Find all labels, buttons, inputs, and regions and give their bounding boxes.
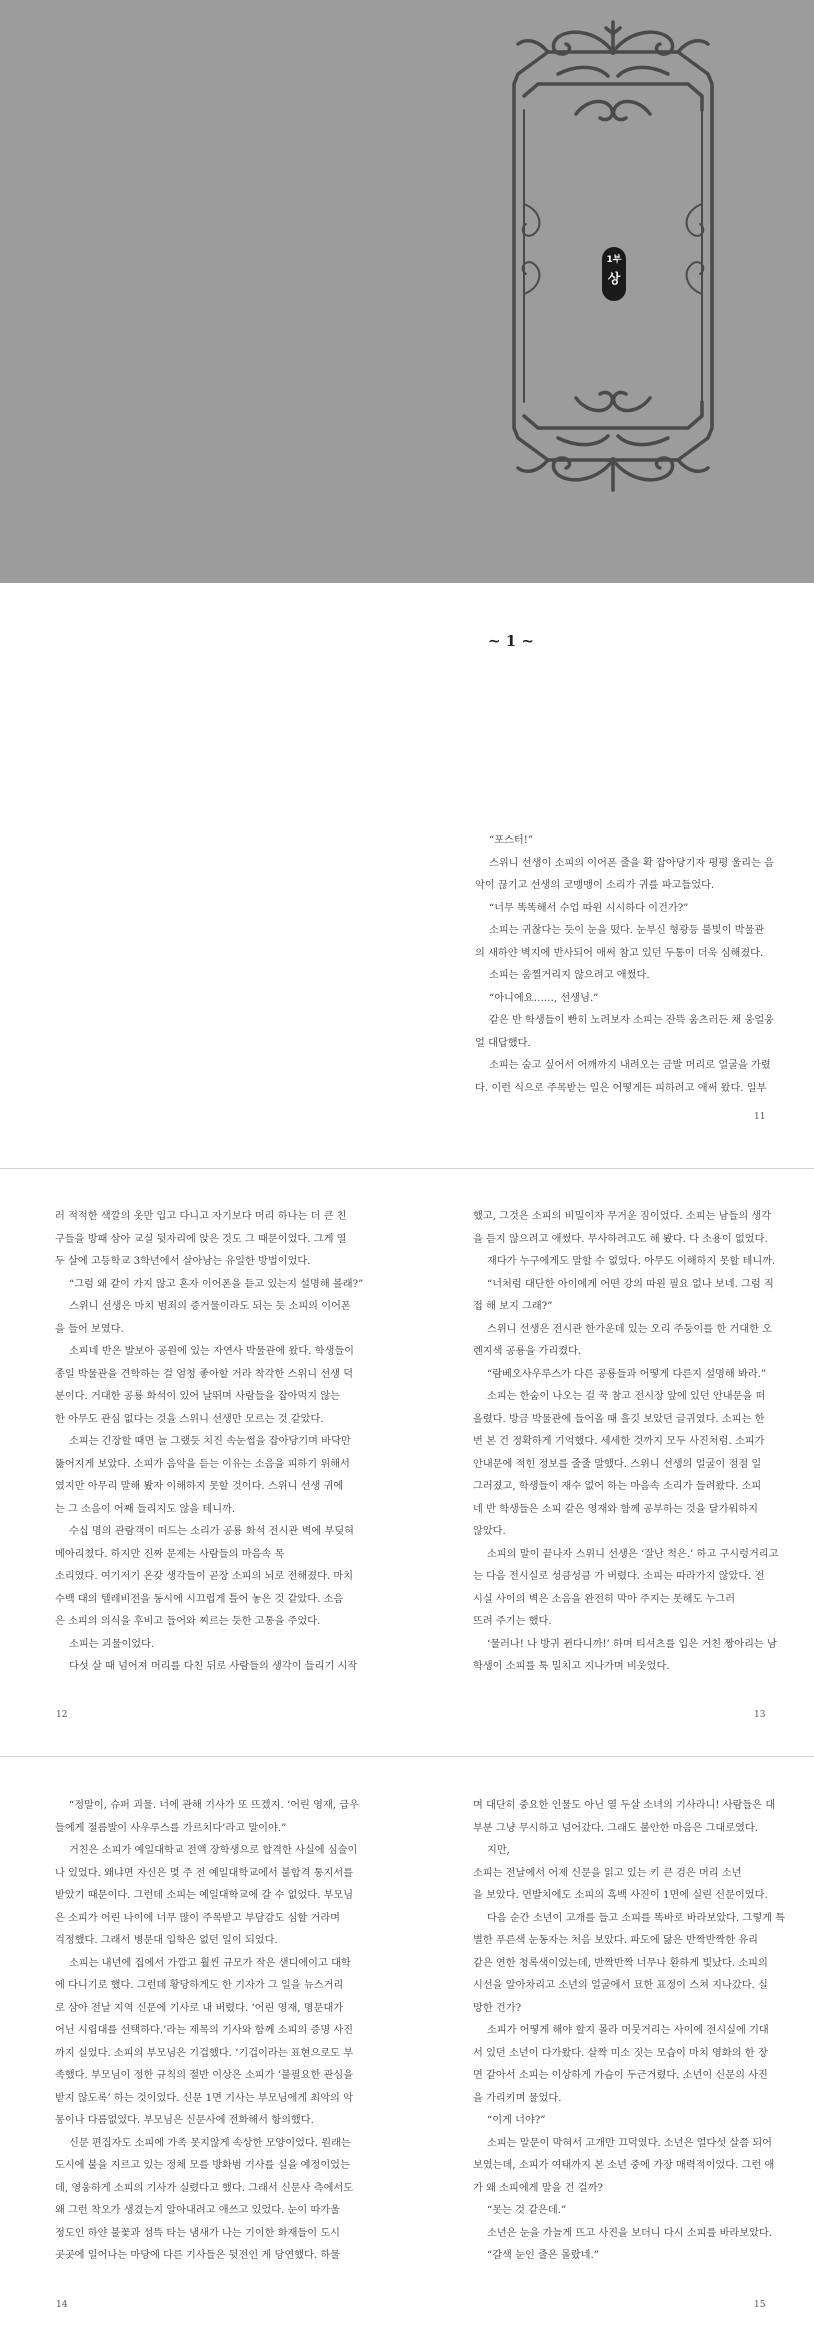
text-line: 소피는 긴장할 때면 늘 그랬듯 치진 속눈썹을 잡아당기며 바닥만 [69,1436,351,1447]
page-number: 14 [56,2300,68,2310]
text-line: 뜨려 주기는 했다. [473,1616,552,1627]
text-line: 면 같아서 소피는 이상하게 가슴이 두근거렸다. 소년이 신문의 사진 [473,2070,768,2081]
text-line: 에 다니기로 했다. 그런데 황당하게도 한 기자가 그 일을 뉴스거리 [55,1980,344,1991]
text-line: 도시에 불을 지르고 있는 정체 모를 방화범 기사를 실을 예정이었는 [55,2160,350,2171]
text-line: 다섯 살 때 넘어져 머리를 다친 뒤로 사람들의 생각이 들리기 시작 [69,1661,358,1672]
text-line: “못는 것 같은데.” [487,2205,567,2216]
text-line: 소피의 말이 끝나자 스위니 선생은 ‘잘난 척은.’ 하고 구시렁거리고 [487,1548,779,1560]
text-line: 메아리쳤다. 하지만 진짜 문제는 사람들의 마음속 목 [55,1548,285,1560]
text-line: 시실 사이의 벽은 소음을 완전히 막아 주지는 못해도 누그러 [473,1593,736,1605]
text-line: 두 살에 고등학교 3학년에서 살아남는 유일한 방법이었다. [55,1256,311,1267]
part-badge [602,247,626,301]
text-line: 소피네 반은 발보아 공원에 있는 자연사 박물관에 왔다. 학생들이 [69,1346,355,1357]
page-number: 11 [754,1112,766,1122]
text-line: 은 소피가 어린 나이에 너무 많이 주목받고 부담감도 심할 거라며 [55,1912,341,1924]
text-line: 소년은 눈을 가늘게 뜨고 사진을 보더니 다시 소피를 바라보았다. [487,2227,773,2239]
text-line: 신문 편집자도 소피에 가족 못지않게 속상한 모양이었다. 원래는 [69,2137,351,2149]
text-line: 소피는 괴물이었다. [69,1638,155,1650]
text-line: 렌지색 공룡을 가리켰다. [473,1346,582,1357]
text-line: 을 듣지 않으려고 애썼다. 무사하려고도 해 봤다. 다 소용이 없었다. [473,1233,768,1245]
text-line: 족했다. 부모님이 정한 규칙의 절반 이상은 소피가 ‘불필요한 관심을 [55,2070,354,2081]
text-line: 가 왜 소피에게 말을 건 걸까? [473,2182,603,2194]
text-line: 소피는 전날에서 어제 신문을 읽고 있는 키 큰 검은 머리 소년 [473,1867,742,1879]
part-title: 상 [607,272,621,287]
text-line: 얼 대답했다. [475,1037,531,1049]
text-line: 수십 명의 관람객이 떠드는 소리가 공룡 화석 전시관 벽에 부딪혀 [69,1526,355,1537]
text-line: “람베오사우루스가 다른 공룡들과 어떻게 다른지 설명해 봐라.” [487,1368,767,1380]
page-divider [0,1756,814,1757]
text-line: 왜 그런 착오가 생겼는지 알아내려고 애쓰고 있었다. 눈이 따가울 [55,2205,341,2216]
page-11-text [475,830,773,1100]
text-line: 걱정했다. 그래서 병문대 입학은 없던 일이 되었다. [55,1935,278,1946]
text-line: 을 보았다. 먼발치에도 소피의 흑백 사진이 1면에 실린 신문이었다. [473,1890,768,1901]
text-line: 로 삼아 전날 지역 신문에 기사로 내 버렸다. ‘어린 영재, 명문대가 [55,2002,344,2014]
page-number: 15 [754,2300,766,2310]
text-line: 소피는 말문이 막혀서 고개만 끄덕였다. 소년은 얼다섯 살쯤 되어 [487,2137,773,2149]
text-line: 거친은 소피가 예일대학교 전액 장학생으로 합격한 사실에 심술이 [69,1845,358,1856]
text-line: 스위니 선생은 전시관 한가운데 있는 오리 주둥이를 한 거대한 오 [487,1323,773,1335]
text-line: 안내문에 적힌 정보를 줄줄 말했다. 스위니 선생의 얼굴이 점점 일 [473,1458,762,1470]
part-number: 1부 [606,255,622,265]
text-line: 다. 이런 식으로 주목받는 일은 어떻게든 피하려고 애써 왔다. 일부 [475,1082,767,1094]
text-line: 며 대단히 중요한 인물도 아닌 열 두살 소녀의 기사라니! 사람들은 대 [473,1800,776,1811]
text-line: 한 아무도 관심 없다는 것을 스위니 선생만 모르는 것 같았다. [55,1413,324,1425]
text-line: “아니에요……, 선생님.” [489,992,599,1004]
page-number: 12 [56,1710,68,1720]
text-line: 어닌 시립대를 선택하다.’라는 제목의 기사와 함께 소피의 증명 사진 [55,2025,354,2036]
chapter-heading: ~ 1 ~ [487,632,535,650]
text-line: 분이다. 거대한 공룡 화석이 있어 날뛰며 사람들을 잡아먹지 않는 [55,1391,341,1402]
text-line: 의 새하얀 벽지에 반사되어 애써 참고 있던 두통이 더욱 심해졌다. [475,947,764,959]
text-line: 소리였다. 여기저기 온갖 생각들이 곧장 소피의 뇌로 전해졌다. 마치 [55,1571,354,1582]
page-number: 13 [754,1710,766,1720]
text-line: 스위니 선생이 소피의 이어폰 줄을 확 잡아당기자 평평 울리는 음 [489,857,775,869]
text-line: 곳곳에 일어나는 마당에 다른 기사들은 뒷전인 게 당연했다. 하물 [55,2250,341,2261]
text-line: 는 다음 전시실로 성큼성큼 가 버렸다. 소피는 따라가지 않았다. 전 [473,1571,765,1582]
page-14-text [55,1795,359,2268]
text-line: 스위니 선생은 마치 범죄의 증거물이라도 되는 듯 소피의 이어폰 [69,1301,351,1312]
text-line: 서 있던 소년이 다가왔다. 살짝 미소 짓는 모습이 마치 영화의 한 장 [473,2047,768,2059]
text-line: 받았기 때문이다. 그런데 소피는 예일대학교에 갈 수 없었다. 부모님 [55,1890,354,1901]
text-line: 소피는 한숨이 나오는 걸 꾹 참고 전시장 앞에 있던 안내문을 떠 [487,1391,766,1402]
text-line: 네 반 학생들은 소피 같은 영재와 함께 공부하는 것을 달가워하지 [473,1503,759,1515]
text-line: 는 그 소음이 어째 들리지도 않을 테니까. [55,1503,236,1515]
text-line: “그럼 왜 같이 가지 않고 혼자 이어폰을 듣고 있는지 설명해 볼래?” [69,1278,364,1290]
text-line: 받지 않도록’ 하는 것이었다. 신문 1면 기사는 부모님에게 최악의 악 [55,2092,353,2104]
text-line: 정도인 하얀 불꽃과 섬뜩 타는 냄새가 나는 기이한 화재들이 도시 [55,2227,341,2239]
text-line: 올렸다. 방금 박물관에 들어올 때 흘깃 보았던 글귀였다. 소피는 한 [473,1413,765,1425]
text-line: 같은 반 학생들이 빤히 노려보자 소피는 잔뜩 움츠러든 채 웅얼웅 [489,1015,775,1026]
text-line: 은 소피의 의식을 후비고 들어와 찌르는 듯한 고통을 주었다. [55,1616,321,1627]
page-13-text [473,1206,779,1679]
text-line: 구들을 방패 삼아 교실 뒷자리에 앉은 것도 그 때문이었다. 그게 열 [55,1233,347,1245]
text-line: 였지만 아무리 말해 봤자 이해하지 못할 것이다. 스위니 선생 귀에 [55,1481,344,1492]
text-line: 다음 순간 소년이 고개를 들고 소피를 똑바로 바라보았다. 그렇게 특 [487,1912,786,1924]
text-line: 시선을 알아차리고 소년의 얼굴에서 묘한 표정이 스쳐 지나갔다. 실 [473,1980,768,1991]
text-line: 재다가 누구에게도 말할 수 없었다. 아무도 이해하지 못할 테니까. [487,1256,776,1267]
text-line: “정말이, 슈퍼 괴물. 너에 관해 기사가 또 뜨겠지. ‘어린 영재, 급우 [69,1800,359,1811]
text-line: “너처럼 대단한 아이에게 어떤 강의 따윈 필요 없나 보네. 그럼 직 [487,1278,774,1290]
text-line: 수백 대의 텔레비전을 동시에 시끄럽게 틀어 놓은 것 같았다. 소음 [55,1593,344,1605]
text-line: 몽이나 다름없었다. 부모님은 신문사에 전화해서 항의했다. [55,2115,314,2126]
text-line: “너무 똑똑해서 수업 따윈 시시하다 이건가?” [489,902,689,914]
text-line: 악이 끊기고 선생의 코맹맹이 소리가 귀를 파고들었다. [475,880,715,891]
text-line: 지만, [487,1845,510,1856]
text-line: 나 있었다. 왜냐면 자신은 몇 주 전 예일대학교에서 불합격 통지서를 [55,1867,354,1879]
text-line: 을 가리키며 물었다. [473,2092,562,2104]
text-line: 을 들어 보였다. [55,1323,124,1335]
page-divider [0,1168,814,1169]
cover-page [0,0,814,583]
text-line: 않았다. [473,1526,506,1537]
text-line: “이게 너야?” [487,2115,546,2126]
text-line: 러 적적한 색깔의 옷만 입고 다니고 자기보다 머리 하나는 더 큰 친 [55,1211,347,1222]
text-line: “포스터!” [489,835,534,846]
page-12-text [55,1206,364,1679]
text-line: 그러졌고, 학생들이 재수 없어 하는 마음속 소리가 들려왔다. 소피 [473,1481,762,1492]
text-line: 같은 연한 청록색이었는데, 반짝반짝 너무나 환하게 빛났다. 소피의 [473,1957,768,1969]
text-line: 별한 푸른색 눈동자는 처음 보았다. 파도에 닳은 반짝반짝한 유리 [473,1935,759,1946]
text-line: 까지 실었다. 소피의 부모님은 기겁했다. ‘기겁이라는 표현으로도 부 [55,2047,354,2059]
text-line: 보였는데, 소피가 여태까지 본 소년 중에 가장 매력적이었다. 그런 애 [473,2160,775,2171]
text-line: 데, 영웅하게 소피의 기사가 실렸다고 했다. 그래서 신문사 측에서도 [55,2182,354,2194]
text-line: 접 해 보지 그래?” [473,1301,553,1312]
text-line: 소피가 어떻게 해야 할지 몰라 머뭇거리는 사이에 전시실에 기대 [487,2025,769,2036]
text-line: 번 본 건 정확하게 기억했다. 세세한 것까지 모두 사진처럼. 소피가 [473,1436,765,1447]
text-line: 소피는 움찔거리지 않으려고 애썼다. [489,970,650,981]
text-line: 종일 박물관을 견학하는 걸 엄청 좋아할 거라 착각한 스위니 선생 덕 [55,1368,354,1380]
page-15-text [473,1795,786,2268]
text-line: 부분 그냥 무시하고 넘어갔다. 그래도 불안한 마음은 그대로였다. [473,1822,759,1834]
text-line: 들에게 절름발이 사우루스를 가르치다’라고 말이야.” [55,1822,287,1834]
text-line: 뚫어지게 보았다. 소피가 음악을 듣는 이유는 소음을 피하기 위해서 [55,1458,350,1470]
text-line: 했고, 그것은 소피의 비밀이자 무거운 짐이었다. 소피는 남들의 생각 [473,1211,772,1222]
text-line: 학생이 소피를 툭 밀치고 지나가며 비웃었다. [473,1661,670,1672]
text-line: ‘물러나! 나 방귀 뀐다니까!’ 하며 티셔츠를 입은 거친 짱아리는 남 [487,1638,777,1650]
text-line: 소피는 내년에 집에서 가깝고 훨씬 규모가 작은 샌디에이고 대학 [69,1957,351,1969]
text-line: 망한 건가? [473,2002,522,2014]
text-line: “갈색 눈인 줄은 몰랐네.” [487,2250,599,2261]
text-line: 소피는 귀찮다는 듯이 눈을 떴다. 눈부신 형광등 불빛이 박물관 [489,925,765,936]
text-line: 소피는 숨고 싶어서 어깨까지 내려오는 금발 머리로 얼굴을 가렸 [489,1060,771,1071]
